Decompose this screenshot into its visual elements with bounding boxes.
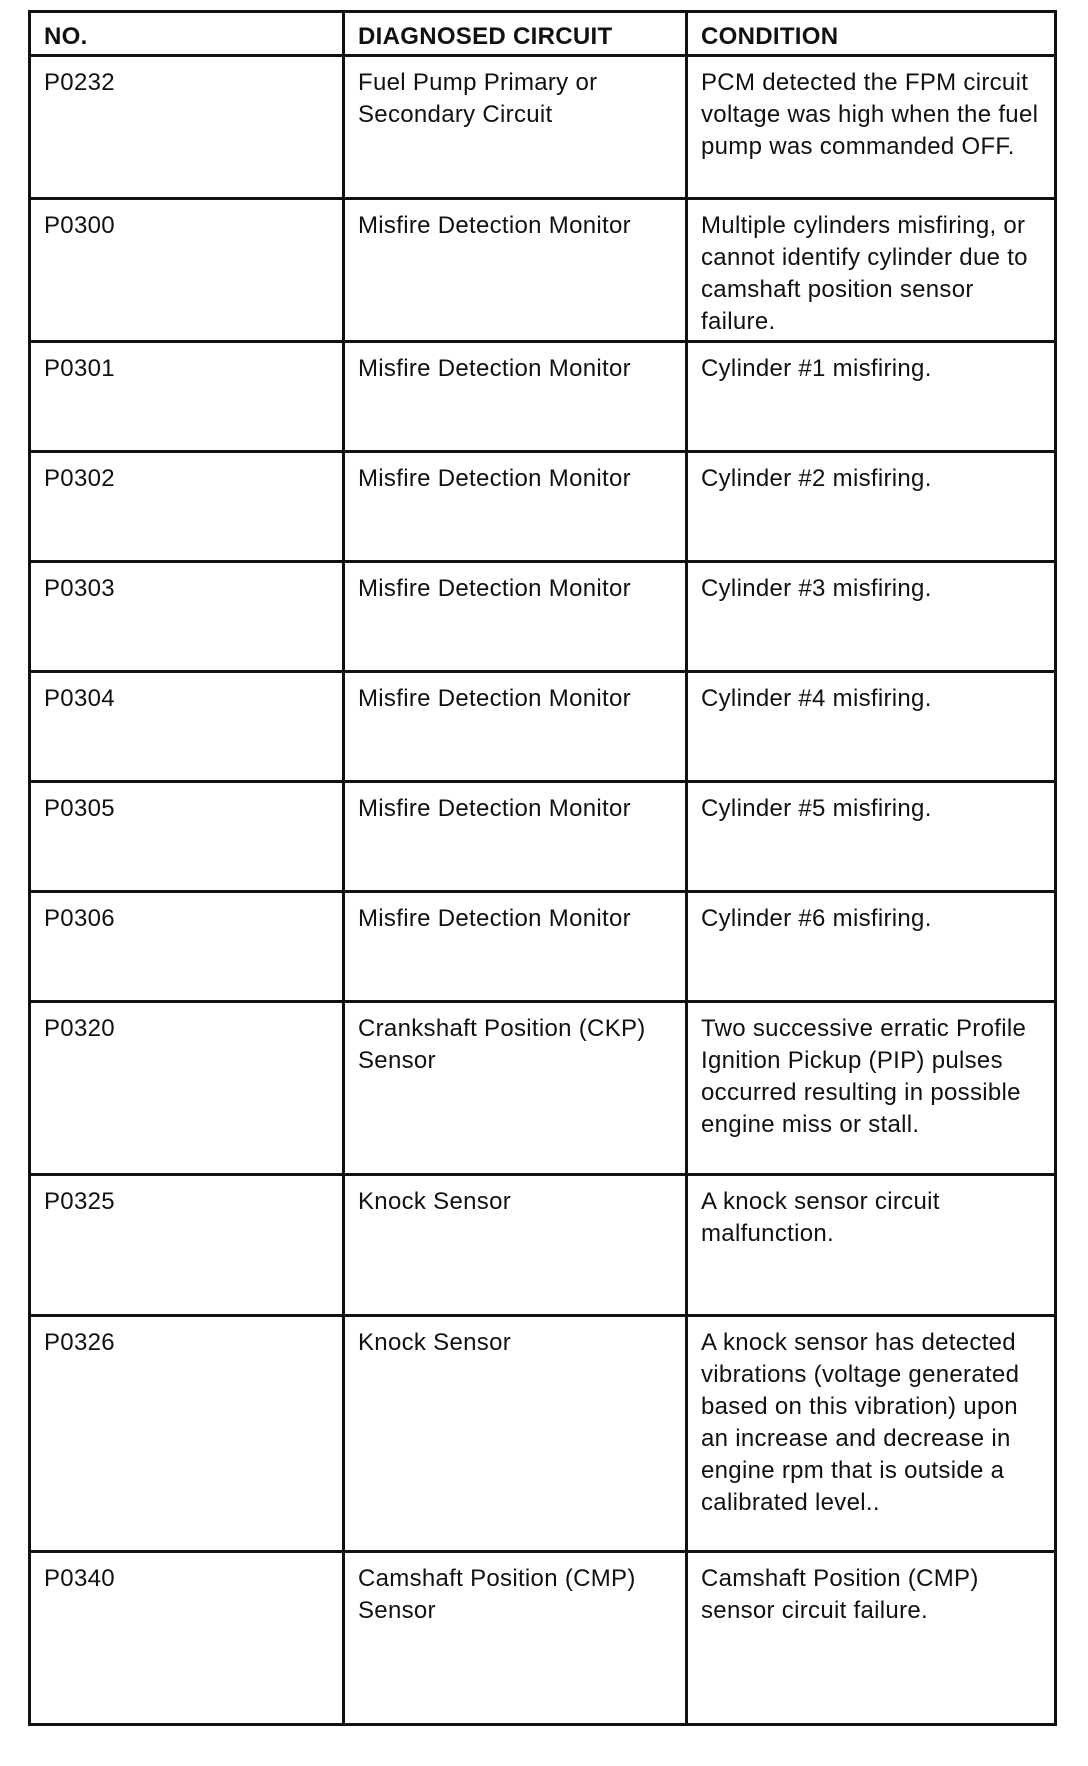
code-cell: P0301: [30, 342, 344, 452]
code-cell: P0302: [30, 452, 344, 562]
table-row: [30, 1175, 1056, 1316]
code-cell: P0232: [30, 56, 344, 199]
circuit-cell: Misfire Detection Monitor: [344, 892, 687, 1002]
circuit-cell: Fuel Pump Primary or Secondary Circuit: [344, 56, 687, 199]
circuit-cell: Knock Sensor: [344, 1175, 687, 1316]
circuit-cell: Knock Sensor: [344, 1316, 687, 1552]
code-cell: P0340: [30, 1552, 344, 1725]
column-header-diagnosed-circuit: DIAGNOSED CIRCUIT: [344, 12, 687, 56]
circuit-cell: Misfire Detection Monitor: [344, 672, 687, 782]
code-cell: P0326: [30, 1316, 344, 1552]
condition-cell: Cylinder #4 misfiring.: [687, 672, 1056, 782]
condition-cell: Cylinder #5 misfiring.: [687, 782, 1056, 892]
condition-cell: Camshaft Position (CMP) sensor circuit failure.: [687, 1552, 1056, 1725]
table-row: [30, 782, 1056, 892]
circuit-cell: Misfire Detection Monitor: [344, 782, 687, 892]
condition-cell: Cylinder #2 misfiring.: [687, 452, 1056, 562]
condition-cell: A knock sensor has detected vibrations (voltage generated based on this vibration) upon an increase and decrease in engine rpm that is outside a calibrated level..: [687, 1316, 1056, 1552]
code-cell: P0325: [30, 1175, 344, 1316]
table-row: [30, 892, 1056, 1002]
circuit-cell: Misfire Detection Monitor: [344, 452, 687, 562]
condition-cell: PCM detected the FPM circuit voltage was high when the fuel pump was commanded OFF.: [687, 56, 1056, 199]
condition-cell: Cylinder #1 misfiring.: [687, 342, 1056, 452]
column-header-no: NO.: [30, 12, 344, 56]
condition-cell: Two successive erratic Profile Ignition Pickup (PIP) pulses occurred resulting in possible engine miss or stall.: [687, 1002, 1056, 1175]
table-row: [30, 562, 1056, 672]
circuit-cell: Misfire Detection Monitor: [344, 562, 687, 672]
code-cell: P0320: [30, 1002, 344, 1175]
table-header-row: [30, 12, 1056, 56]
condition-cell: A knock sensor circuit malfunction.: [687, 1175, 1056, 1316]
circuit-cell: Crankshaft Position (CKP) Sensor: [344, 1002, 687, 1175]
code-cell: P0300: [30, 199, 344, 342]
condition-cell: Cylinder #6 misfiring.: [687, 892, 1056, 1002]
circuit-cell: Camshaft Position (CMP) Sensor: [344, 1552, 687, 1725]
circuit-cell: Misfire Detection Monitor: [344, 342, 687, 452]
table-row: [30, 672, 1056, 782]
table-row: [30, 1552, 1056, 1725]
table-row: [30, 452, 1056, 562]
code-cell: P0305: [30, 782, 344, 892]
condition-cell: Cylinder #3 misfiring.: [687, 562, 1056, 672]
code-cell: P0303: [30, 562, 344, 672]
dtc-table: [28, 10, 1057, 1726]
table-row: [30, 342, 1056, 452]
code-cell: P0304: [30, 672, 344, 782]
table-row: [30, 1002, 1056, 1175]
circuit-cell: Misfire Detection Monitor: [344, 199, 687, 342]
table-row: [30, 199, 1056, 342]
code-cell: P0306: [30, 892, 344, 1002]
table-row: [30, 56, 1056, 199]
column-header-condition: CONDITION: [687, 12, 1056, 56]
table-row: [30, 1316, 1056, 1552]
condition-cell: Multiple cylinders misfiring, or cannot identify cylinder due to camshaft position sensor failure.: [687, 199, 1056, 342]
